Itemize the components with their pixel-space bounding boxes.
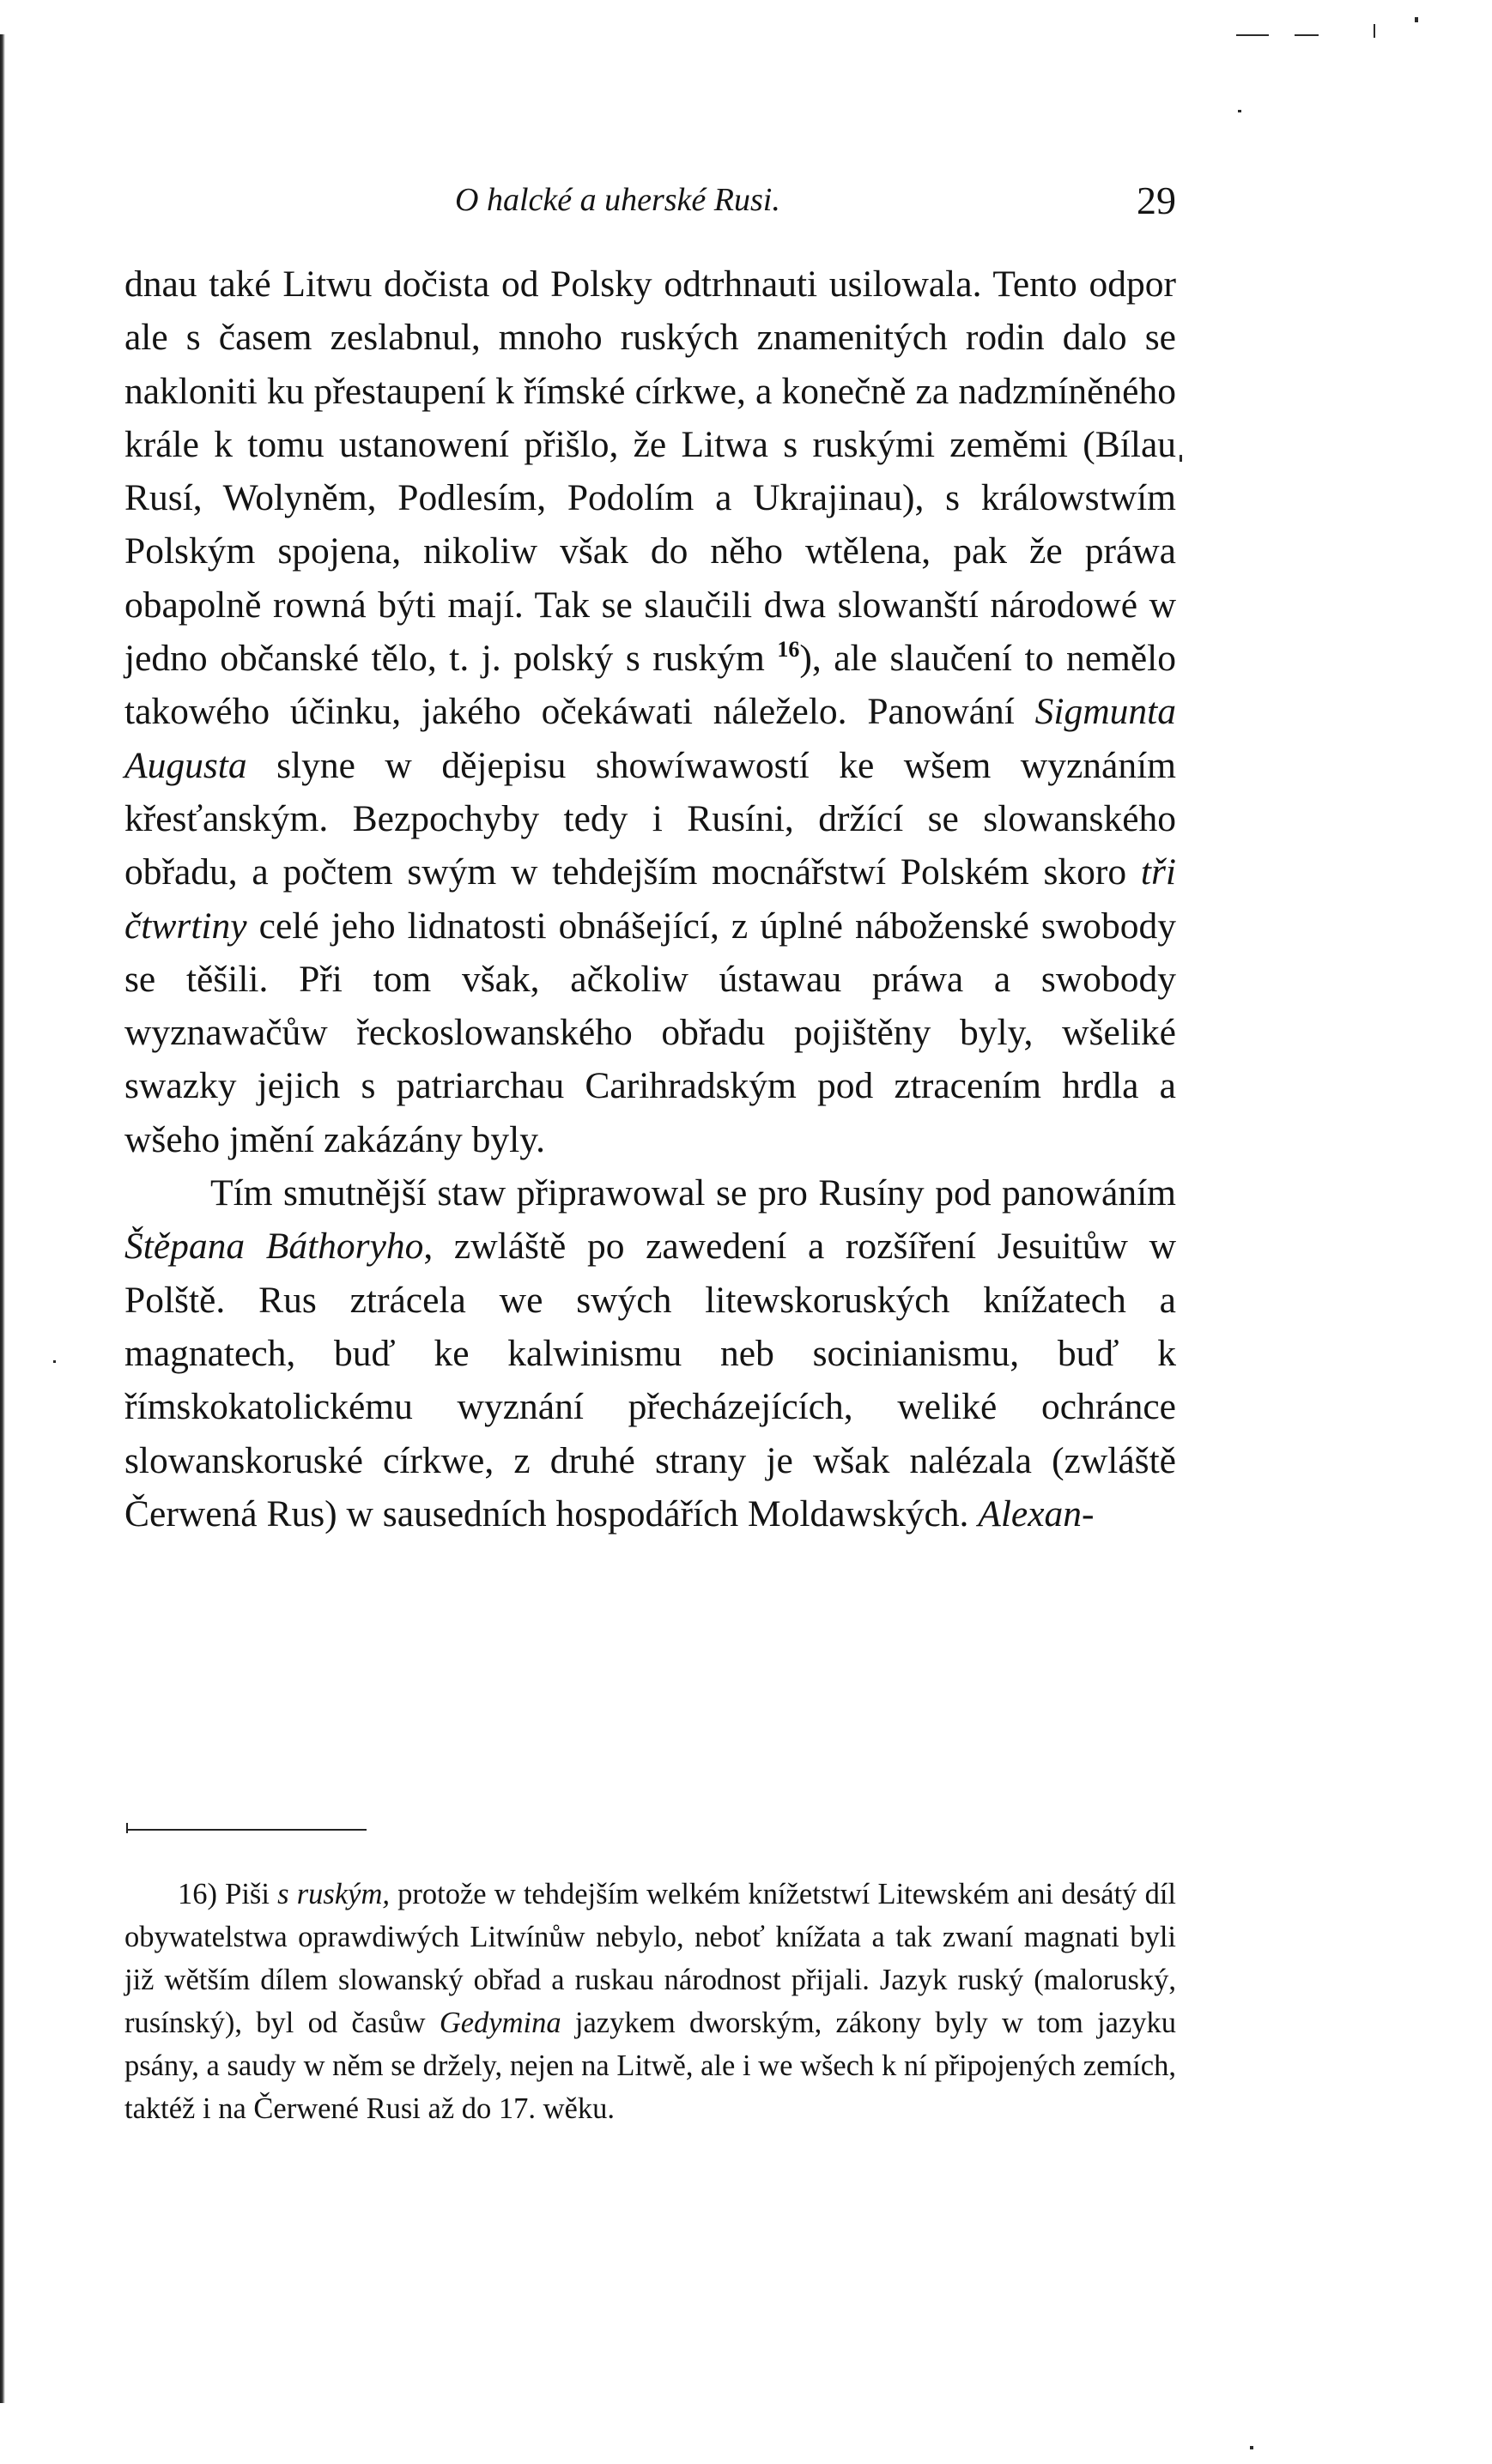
scan-speck xyxy=(1415,17,1418,22)
footnote-rule xyxy=(126,1829,367,1831)
main-text xyxy=(124,257,1176,1541)
footnote-number: 16) xyxy=(178,1878,217,1910)
scan-speck xyxy=(1236,34,1269,36)
footnote xyxy=(124,1873,1176,2131)
footnote-text: protože w tehdejším welkém knížetstwí Litewském ani desátý díl obywatelstwa oprawdiwých Litwínůw nebylo, neboť knížata a tak zwaní magnati byli již wětším dílem slowanský obřad a ruskau národnost přijali. Jazyk ruský (maloruský, rusínský), byl od časůw xyxy=(124,1878,1176,2040)
paragraph-2 xyxy=(124,1166,1176,1541)
footnote-rule-tick xyxy=(126,1823,128,1833)
scan-speck xyxy=(1295,34,1319,36)
scan-speck xyxy=(1180,455,1182,462)
page-number: 29 xyxy=(1137,179,1176,222)
italic-name-stepana-bathoryho: Štěpana Báthoryho xyxy=(124,1226,424,1268)
footnote-reference: 16 xyxy=(777,637,800,663)
paragraph-2-text: Tím smutnější staw připrawowal se pro Rusíny pod panowáním xyxy=(210,1172,1176,1214)
scan-speck xyxy=(1374,24,1375,38)
italic-emphasis: tři čtwrtiny xyxy=(124,851,1176,947)
paragraph-2-text: , zwláště po zawedení a rozšíření Jesuitůw w Polště. Rus ztrácela we swých litewskoruských knížatech a magnatech, buď ke kalwinismu neb socinianismu, buď k římskokatolickému wyznání přecházejících, weliké ochránce slowanskoruské církwe, z druhé strany je wšak nalézala (zwláště Čerwená Rus) w sausedních hospodářích Moldawských. xyxy=(124,1226,1176,1535)
footnote-text: Piši xyxy=(217,1878,278,1910)
scan-speck xyxy=(53,1360,56,1363)
paragraph-1-text: dnau také Litwu dočista od Polsky odtrhnauti usilowala. Tento odpor ale s časem zeslabnul, mnoho ruských znamenitých rodin dalo se nakloniti ku přestaupení k římské církwe, a konečně za nadzmíněného krále k tomu ustanowení přišlo, že Litwa s ruskými zeměmi (Bílau Rusí, Wolyněm, Podlesím, Podolím a Ukrajinau), s králowstwím Polským spojena, nikoliw však do něho wtělena, pak že práwa obapolně rowná býti mají. Tak se slaučili dwa slowanští národowé w jedno občanské tělo, t. j. polský s ruským xyxy=(124,263,1176,680)
paragraph-1-text: slyne w dějepisu showíwawostí ke wšem wyznáním křesťanským. Bezpochyby tedy i Rusíni, držící se slowanského obřadu, a počtem swým w tehdejším mocnářstwí Polském skoro xyxy=(124,744,1176,893)
scan-left-edge xyxy=(0,34,5,2403)
footnote-italic-gedymina: Gedymina xyxy=(439,2007,561,2040)
footnote-text: jazykem dworským, zákony byly w tom jazyku psány, a saudy w něm se držely, nejen na Litwě, ale i we wšech k ní připojených zemích, taktéž i na Čerwené Rusi až do 17. wěku. xyxy=(124,2007,1177,2126)
scan-speck xyxy=(1250,2446,1253,2449)
running-head: O halcké a uherské Rusi. xyxy=(455,182,780,218)
paragraph-1-text: celé jeho lidnatosti obnášející, z úplné náboženské swobody se těšili. Při tom však, ačkoliw ústawau práwa a swobody wyznawačůw řeckoslowanského obřadu pojištěny byly, wšeliké swazky jejich s patriarchau Carihradským pod ztracením hrdla a wšeho jmění zakázány byly. xyxy=(124,905,1176,1160)
footnote-italic: s ruským, xyxy=(277,1878,390,1910)
paragraph-1-text: ), ale slaučení to nemělo takowého účinku, jakého očekáwati náleželo. Panowání xyxy=(124,638,1176,733)
paragraph-1 xyxy=(124,257,1176,1166)
page-header xyxy=(124,176,1176,227)
italic-name-alexan: Alexan- xyxy=(978,1492,1095,1535)
italic-name-sigmunta-augusta: Sigmunta Augusta xyxy=(124,691,1176,786)
scan-speck xyxy=(1238,110,1241,112)
